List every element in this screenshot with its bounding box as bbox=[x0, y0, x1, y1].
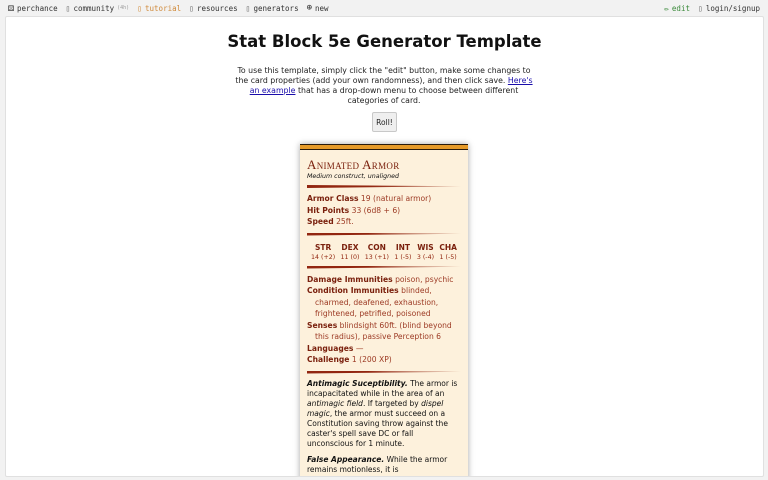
list-icon: ▯ bbox=[245, 3, 251, 13]
divider bbox=[307, 185, 461, 188]
nav-community[interactable] bbox=[66, 4, 130, 13]
nav-login[interactable] bbox=[698, 4, 760, 13]
nav-generators[interactable] bbox=[246, 4, 299, 13]
ability-name: CHA bbox=[439, 242, 457, 252]
armor-class-label: Armor Class bbox=[307, 194, 359, 203]
ability-name: CON bbox=[367, 242, 386, 252]
ability-dex bbox=[341, 243, 360, 261]
nav-tutorial-label: tutorial bbox=[145, 3, 182, 13]
dice-icon: ⚄ bbox=[8, 2, 15, 14]
condition-immunities bbox=[307, 285, 461, 320]
ability-score: 1 (-5) bbox=[394, 253, 412, 261]
trait-emphasis: dispel magic bbox=[307, 398, 444, 418]
trait-emphasis: antimagic field bbox=[307, 398, 363, 408]
armor-class bbox=[307, 193, 461, 205]
user-icon: ▯ bbox=[697, 3, 703, 13]
damage-immunities-value: poison, psychic bbox=[395, 274, 454, 284]
armor-class-value: 19 (natural armor) bbox=[360, 194, 432, 203]
damage-immunities-label: Damage Immunities bbox=[307, 274, 393, 284]
ability-str bbox=[311, 243, 335, 261]
ability-name: WIS bbox=[417, 242, 434, 252]
ability-name: STR bbox=[314, 242, 332, 252]
trait-text: , the armor must succeed on a Constitution saving throw against the caster's spell save DC or fall unconscious for 1 minute. bbox=[307, 408, 448, 448]
creature-type: Medium construct, unaligned bbox=[307, 173, 399, 180]
nav-generators-label: generators bbox=[253, 3, 299, 13]
ability-cha bbox=[439, 243, 457, 261]
divider bbox=[307, 266, 461, 269]
ability-score: 13 (+1) bbox=[364, 253, 389, 261]
trait-text: . If targeted by bbox=[362, 398, 422, 408]
folder-icon: ▯ bbox=[189, 3, 194, 13]
senses bbox=[307, 320, 461, 343]
nav-new-label: new bbox=[315, 3, 329, 13]
pencil-icon: ✏ bbox=[664, 3, 669, 13]
intro-text-after: that has a drop-down menu to choose between different categories of card. bbox=[295, 86, 519, 105]
speed bbox=[307, 216, 461, 228]
example-link[interactable]: Here's an example bbox=[249, 76, 533, 95]
hit-points-value: 33 (6d8 + 6) bbox=[351, 205, 401, 215]
trait-antimagic-susceptibility bbox=[307, 379, 461, 449]
community-activity-badge: (4h) bbox=[117, 5, 130, 11]
senses-label: Senses bbox=[307, 320, 338, 330]
languages-value: — bbox=[355, 343, 364, 353]
chat-icon: ▯ bbox=[65, 3, 71, 13]
trait-name: Antimagic Suceptibility. bbox=[307, 378, 408, 388]
page-title: Stat Block 5e Generator Template bbox=[227, 32, 542, 51]
ability-score: 3 (-4) bbox=[416, 253, 435, 261]
intro-text bbox=[234, 66, 534, 106]
creature-name: Animated Armor bbox=[307, 157, 400, 172]
ability-scores bbox=[307, 241, 461, 261]
ability-score: 11 (0) bbox=[340, 253, 360, 261]
senses-value: blindsight 60ft. (blind beyond this radius), passive Perception 6 bbox=[315, 320, 452, 341]
hit-points-label: Hit Points bbox=[307, 205, 350, 215]
condition-immunities-value: blinded, charmed, deafened, exhaustion, frightened, petrified, poisoned bbox=[315, 286, 439, 318]
languages-label: Languages bbox=[307, 343, 354, 353]
nav-resources[interactable] bbox=[189, 4, 237, 13]
speed-label: Speed bbox=[307, 217, 334, 226]
nav-new[interactable] bbox=[307, 3, 329, 13]
ability-name: DEX bbox=[341, 242, 359, 252]
top-nav bbox=[0, 0, 768, 16]
nav-resources-label: resources bbox=[196, 3, 238, 13]
nav-left bbox=[8, 3, 329, 14]
trait-name: False Appearance. bbox=[307, 454, 385, 464]
challenge-value: 1 (200 XP) bbox=[351, 355, 392, 364]
ability-score: 14 (+2) bbox=[311, 253, 336, 261]
languages bbox=[307, 343, 461, 355]
roll-button[interactable]: Roll! bbox=[372, 112, 397, 132]
ability-name: INT bbox=[395, 242, 410, 252]
ability-score: 1 (-5) bbox=[439, 253, 457, 261]
nav-perchance-label: perchance bbox=[17, 3, 58, 13]
challenge-label: Challenge bbox=[307, 355, 350, 364]
nav-right bbox=[664, 4, 760, 13]
nav-edit-label: edit bbox=[671, 3, 690, 13]
generator-panel bbox=[5, 16, 764, 477]
traits bbox=[307, 379, 461, 475]
trait-text: The armor is incapacitated while in the area of an bbox=[307, 378, 458, 398]
book-icon: ▯ bbox=[137, 3, 143, 13]
intro-text-before: To use this template, simply click the "edit" button, make some changes to the card properties (add your own randomness), and then click save. bbox=[235, 66, 531, 85]
plus-circle-icon: ⊕ bbox=[306, 3, 313, 13]
ability-con bbox=[365, 243, 389, 261]
condition-immunities-label: Condition Immunities bbox=[307, 286, 399, 295]
nav-login-label: login/signup bbox=[705, 3, 760, 13]
hit-points bbox=[307, 205, 461, 217]
trait-false-appearance bbox=[307, 455, 461, 475]
challenge bbox=[307, 354, 461, 366]
divider bbox=[307, 233, 461, 236]
trait-text: While the armor remains motionless, it is bbox=[307, 454, 448, 474]
nav-perchance[interactable] bbox=[8, 3, 58, 14]
speed-value: 25ft. bbox=[336, 217, 354, 226]
nav-tutorial[interactable] bbox=[137, 4, 181, 13]
nav-edit[interactable] bbox=[664, 4, 690, 13]
stat-block-card bbox=[300, 144, 468, 477]
nav-community-label: community bbox=[73, 3, 115, 13]
damage-immunities bbox=[307, 274, 461, 286]
divider bbox=[307, 371, 461, 374]
ability-wis bbox=[417, 243, 434, 261]
ability-int bbox=[394, 243, 411, 261]
